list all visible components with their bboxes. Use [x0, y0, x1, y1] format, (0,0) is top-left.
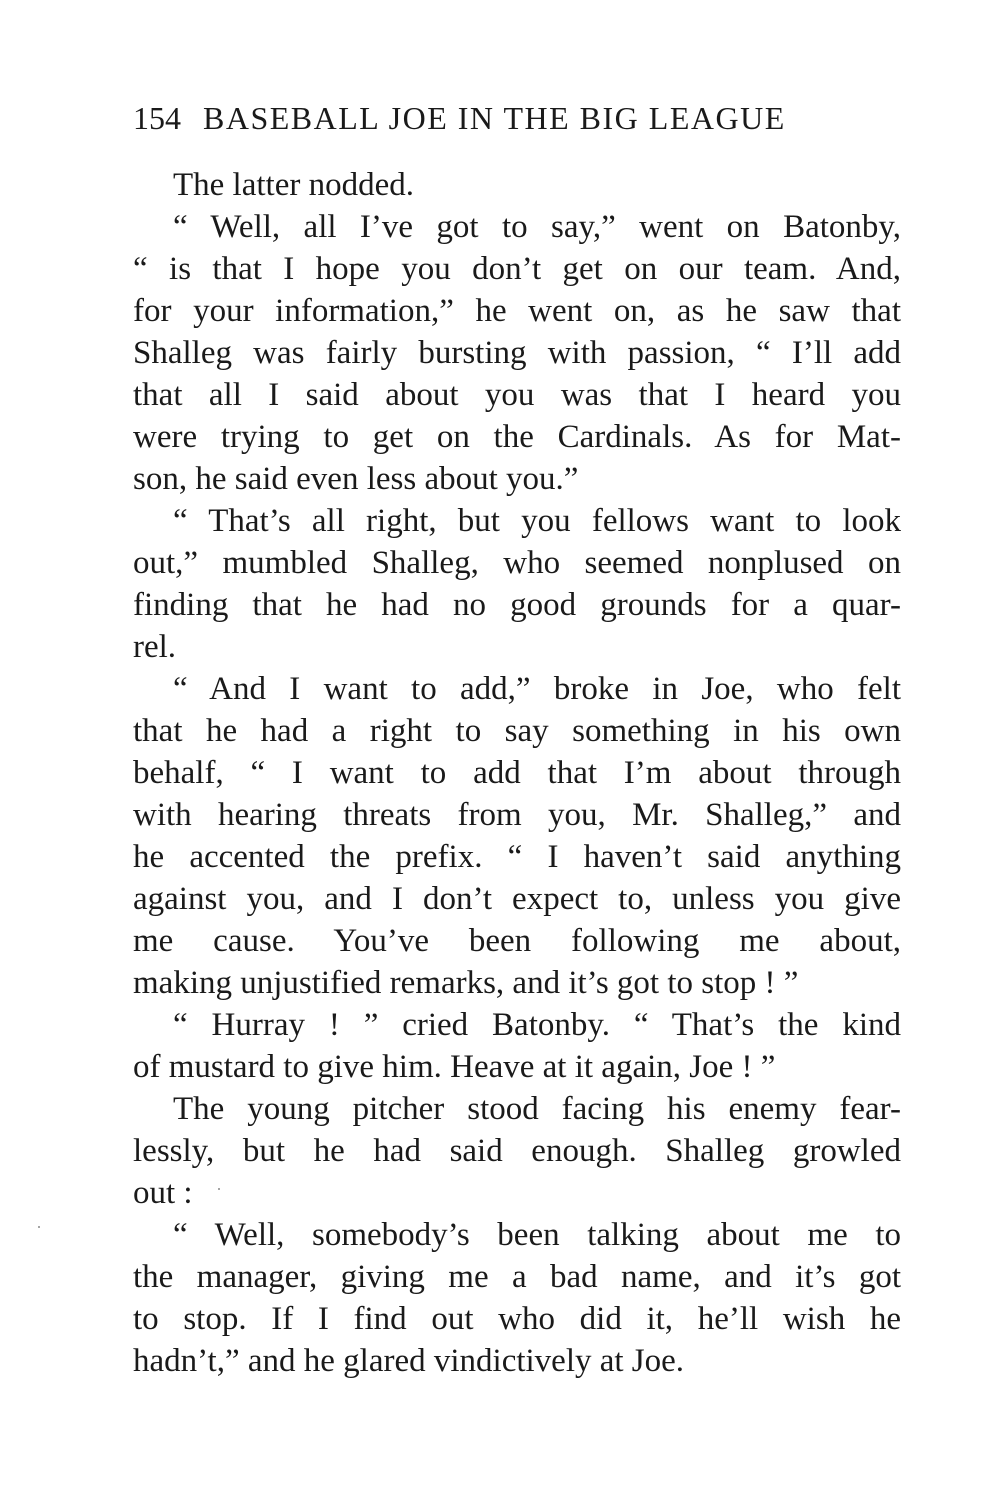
text-line: finding that he had no good grounds for a quar- [133, 587, 901, 623]
text-line: “ Well, somebody’s been talking about me to [173, 1217, 901, 1253]
text-line: behalf, “ I want to add that I’m about through [133, 755, 901, 791]
body-text [133, 164, 901, 1382]
text-line: that he had a right to say something in his own [133, 713, 901, 749]
text-line: out,” mumbled Shalleg, who seemed nonplused on [133, 545, 901, 581]
text-line: making unjustified remarks, and it’s got to stop ! ” [133, 965, 799, 1001]
text-line: hadn’t,” and he glared vindictively at Joe. [133, 1343, 685, 1379]
text-line: he accented the prefix. “ I haven’t said anything [133, 839, 901, 875]
running-head [133, 100, 903, 144]
print-speck [218, 1188, 220, 1190]
print-speck [38, 1226, 40, 1228]
text-line: of mustard to give him. Heave at it again, Joe ! ” [133, 1049, 776, 1085]
text-line: with hearing threats from you, Mr. Shalleg,” and [133, 797, 901, 833]
text-line: rel. [133, 629, 177, 665]
text-line: out : [133, 1175, 193, 1211]
text-line: to stop. If I find out who did it, he’ll wish he [133, 1301, 901, 1337]
text-line: “ is that I hope you don’t get on our team. And, [133, 251, 901, 287]
page-number: 154 [133, 100, 181, 136]
running-head-title: BASEBALL JOE IN THE BIG LEAGUE [203, 100, 786, 136]
text-line: for your information,” he went on, as he saw that [133, 293, 901, 329]
text-line: “ And I want to add,” broke in Joe, who felt [173, 671, 901, 707]
text-line: The young pitcher stood facing his enemy fear- [173, 1091, 901, 1127]
text-line: The latter nodded. [173, 167, 414, 203]
text-line: “ Well, all I’ve got to say,” went on Batonby, [173, 209, 901, 245]
text-line: “ That’s all right, but you fellows want to look [173, 503, 901, 539]
text-line: against you, and I don’t expect to, unless you give [133, 881, 901, 917]
text-line: lessly, but he had said enough. Shalleg growled [133, 1133, 901, 1169]
text-line: that all I said about you was that I heard you [133, 377, 901, 413]
text-line: son, he said even less about you.” [133, 461, 579, 497]
text-line: me cause. You’ve been following me about, [133, 923, 901, 959]
text-line: were trying to get on the Cardinals. As for Mat- [133, 419, 901, 455]
text-line: Shalleg was fairly bursting with passion, “ I’ll add [133, 335, 901, 371]
text-line: the manager, giving me a bad name, and it’s got [133, 1259, 901, 1295]
text-line: “ Hurray ! ” cried Batonby. “ That’s the kind [173, 1007, 901, 1043]
